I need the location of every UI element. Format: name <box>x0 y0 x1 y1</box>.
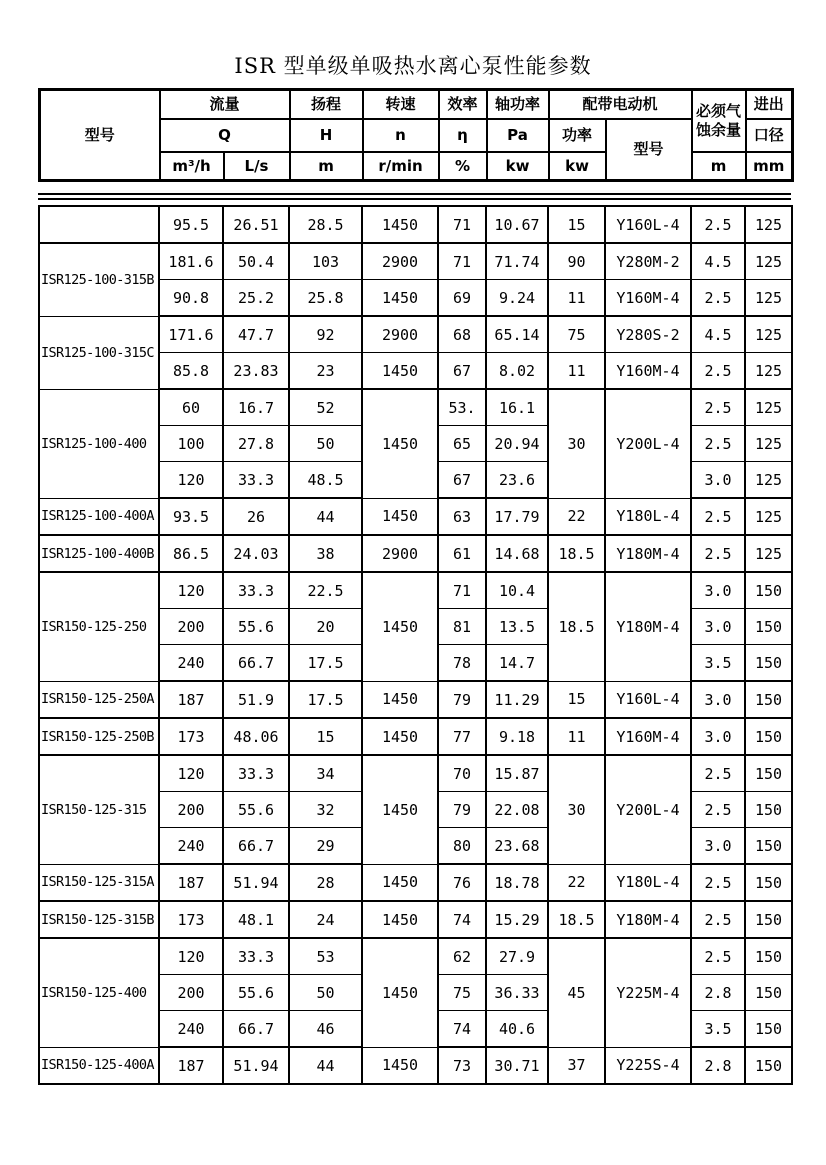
value-cell: 2900 <box>362 316 438 353</box>
value-cell: 1450 <box>362 353 438 390</box>
value-cell: 17.79 <box>486 498 548 535</box>
col-header-motor-power: 功率 <box>549 119 606 152</box>
value-cell: 17.5 <box>289 645 362 682</box>
pump-model-cell: ISR150-125-315B <box>39 901 159 938</box>
value-cell: 11.29 <box>486 681 548 718</box>
table-row <box>39 938 792 975</box>
value-cell: 40.6 <box>486 1011 548 1048</box>
value-cell: 67 <box>438 353 486 390</box>
npsh-label-line2: 蚀余量 <box>696 121 742 139</box>
value-cell: 51.9 <box>223 681 289 718</box>
value-cell: 2.5 <box>691 353 745 390</box>
value-cell: 150 <box>745 755 792 792</box>
value-cell: 73 <box>438 1047 486 1084</box>
value-cell: 63 <box>438 498 486 535</box>
npsh-label-line1: 必须气 <box>696 102 742 121</box>
value-cell: 11 <box>548 353 605 390</box>
pump-table-body <box>39 206 792 1084</box>
pump-model-cell: ISR125-100-315B <box>39 243 159 316</box>
value-cell: 1450 <box>362 1047 438 1084</box>
value-cell: 55.6 <box>223 975 289 1011</box>
value-cell: 150 <box>745 1011 792 1048</box>
value-cell: 20 <box>289 609 362 645</box>
value-cell: 45 <box>548 938 605 1047</box>
value-cell: 37 <box>548 1047 605 1084</box>
value-cell: 51.94 <box>223 1047 289 1084</box>
value-cell: 18.5 <box>548 535 605 572</box>
value-cell: 4.5 <box>691 243 745 280</box>
pump-model-cell: ISR150-125-400A <box>39 1047 159 1084</box>
unit-diameter: mm <box>746 152 793 181</box>
value-cell: 95.5 <box>159 206 223 243</box>
value-cell: 15.29 <box>486 901 548 938</box>
value-cell: 240 <box>159 645 223 682</box>
value-cell: 1450 <box>362 498 438 535</box>
value-cell: 240 <box>159 828 223 865</box>
value-cell: 50 <box>289 975 362 1011</box>
value-cell: 240 <box>159 1011 223 1048</box>
value-cell: 3.0 <box>691 572 745 609</box>
value-cell: 74 <box>438 901 486 938</box>
value-cell: 69 <box>438 280 486 317</box>
symbol-head: H <box>290 119 363 152</box>
value-cell: 28.5 <box>289 206 362 243</box>
symbol-efficiency: η <box>439 119 487 152</box>
value-cell: 125 <box>745 498 792 535</box>
value-cell: 66.7 <box>223 645 289 682</box>
value-cell: Y180M-4 <box>605 535 691 572</box>
value-cell: 25.8 <box>289 280 362 317</box>
unit-head: m <box>290 152 363 181</box>
value-cell: 150 <box>745 828 792 865</box>
value-cell: 1450 <box>362 901 438 938</box>
col-header-diameter-line1: 进出 <box>746 90 793 120</box>
value-cell: 81 <box>438 609 486 645</box>
value-cell: 16.1 <box>486 389 548 426</box>
value-cell: 93.5 <box>159 498 223 535</box>
value-cell: 24 <box>289 901 362 938</box>
value-cell: 8.02 <box>486 353 548 390</box>
value-cell: 32 <box>289 792 362 828</box>
pump-model-cell: ISR125-100-400A <box>39 498 159 535</box>
value-cell: 16.7 <box>223 389 289 426</box>
value-cell: 150 <box>745 975 792 1011</box>
value-cell: 14.7 <box>486 645 548 682</box>
value-cell: 48.06 <box>223 718 289 755</box>
table-row <box>39 535 792 572</box>
value-cell: 62 <box>438 938 486 975</box>
value-cell: 38 <box>289 535 362 572</box>
table-row <box>39 498 792 535</box>
value-cell: 2.5 <box>691 280 745 317</box>
value-cell: Y225S-4 <box>605 1047 691 1084</box>
value-cell: 1450 <box>362 572 438 681</box>
value-cell: 26.51 <box>223 206 289 243</box>
unit-efficiency: % <box>439 152 487 181</box>
value-cell: 10.4 <box>486 572 548 609</box>
col-header-flow: 流量 <box>160 90 290 120</box>
value-cell: Y180L-4 <box>605 864 691 901</box>
table-row <box>39 389 792 426</box>
value-cell: 125 <box>745 243 792 280</box>
value-cell: Y180L-4 <box>605 498 691 535</box>
value-cell: 9.24 <box>486 280 548 317</box>
value-cell: 22.5 <box>289 572 362 609</box>
table-row <box>39 243 792 280</box>
value-cell: 74 <box>438 1011 486 1048</box>
symbol-speed: n <box>363 119 439 152</box>
value-cell: 4.5 <box>691 316 745 353</box>
pump-model-cell: ISR150-125-315A <box>39 864 159 901</box>
value-cell: 150 <box>745 901 792 938</box>
value-cell: 67 <box>438 462 486 499</box>
value-cell: 1450 <box>362 681 438 718</box>
table-row <box>39 572 792 609</box>
value-cell: 33.3 <box>223 938 289 975</box>
value-cell: 65 <box>438 426 486 462</box>
pump-table <box>38 205 793 1085</box>
col-header-shaft-power: 轴功率 <box>487 90 549 120</box>
unit-shaft-power: kw <box>487 152 549 181</box>
col-header-npsh <box>692 90 746 153</box>
value-cell: 44 <box>289 1047 362 1084</box>
value-cell: 1450 <box>362 938 438 1047</box>
value-cell: 20.94 <box>486 426 548 462</box>
value-cell: 2.5 <box>691 206 745 243</box>
value-cell: 120 <box>159 572 223 609</box>
value-cell: 23 <box>289 353 362 390</box>
value-cell: 33.3 <box>223 572 289 609</box>
value-cell: 125 <box>745 206 792 243</box>
unit-flow-m3h: m³/h <box>160 152 224 181</box>
value-cell: Y160L-4 <box>605 681 691 718</box>
value-cell: 125 <box>745 280 792 317</box>
value-cell: 125 <box>745 316 792 353</box>
value-cell: 2.5 <box>691 755 745 792</box>
value-cell: 23.6 <box>486 462 548 499</box>
pump-model-cell: ISR150-125-250 <box>39 572 159 681</box>
value-cell: Y225M-4 <box>605 938 691 1047</box>
value-cell: 187 <box>159 1047 223 1084</box>
value-cell: 53. <box>438 389 486 426</box>
value-cell: 2.8 <box>691 975 745 1011</box>
value-cell: 150 <box>745 681 792 718</box>
value-cell: 10.67 <box>486 206 548 243</box>
value-cell: 71 <box>438 206 486 243</box>
value-cell: 75 <box>548 316 605 353</box>
table-row <box>39 755 792 792</box>
value-cell: 77 <box>438 718 486 755</box>
value-cell: 100 <box>159 426 223 462</box>
unit-speed: r/min <box>363 152 439 181</box>
value-cell: 150 <box>745 645 792 682</box>
value-cell: 33.3 <box>223 755 289 792</box>
value-cell: 2900 <box>362 243 438 280</box>
value-cell: 80 <box>438 828 486 865</box>
value-cell: 125 <box>745 535 792 572</box>
value-cell: 187 <box>159 864 223 901</box>
value-cell: 66.7 <box>223 1011 289 1048</box>
value-cell: 1450 <box>362 280 438 317</box>
unit-motor-power: kw <box>549 152 606 181</box>
value-cell: 125 <box>745 426 792 462</box>
value-cell: 30 <box>548 389 605 498</box>
value-cell: 28 <box>289 864 362 901</box>
value-cell: 2.5 <box>691 792 745 828</box>
symbol-shaft-power: Pa <box>487 119 549 152</box>
pump-model-cell: ISR150-125-250A <box>39 681 159 718</box>
value-cell: 150 <box>745 1047 792 1084</box>
value-cell: 26 <box>223 498 289 535</box>
value-cell: 22 <box>548 864 605 901</box>
value-cell: 71 <box>438 243 486 280</box>
value-cell: 34 <box>289 755 362 792</box>
value-cell: 17.5 <box>289 681 362 718</box>
value-cell: 51.94 <box>223 864 289 901</box>
value-cell: 125 <box>745 462 792 499</box>
value-cell: 15 <box>289 718 362 755</box>
value-cell: 150 <box>745 864 792 901</box>
value-cell: 14.68 <box>486 535 548 572</box>
value-cell: 1450 <box>362 755 438 864</box>
value-cell: 18.5 <box>548 901 605 938</box>
value-cell: 29 <box>289 828 362 865</box>
value-cell: 79 <box>438 681 486 718</box>
value-cell: Y200L-4 <box>605 755 691 864</box>
value-cell: 68 <box>438 316 486 353</box>
pump-model-cell: ISR125-100-400B <box>39 535 159 572</box>
value-cell: 150 <box>745 572 792 609</box>
value-cell: 79 <box>438 792 486 828</box>
value-cell: 125 <box>745 353 792 390</box>
value-cell: 92 <box>289 316 362 353</box>
value-cell: Y280M-2 <box>605 243 691 280</box>
pump-model-cell <box>39 206 159 243</box>
value-cell: 71.74 <box>486 243 548 280</box>
pump-model-cell: ISR150-125-400 <box>39 938 159 1047</box>
value-cell: 200 <box>159 609 223 645</box>
value-cell: 3.0 <box>691 828 745 865</box>
value-cell: 30 <box>548 755 605 864</box>
value-cell: 200 <box>159 792 223 828</box>
value-cell: Y200L-4 <box>605 389 691 498</box>
value-cell: 90.8 <box>159 280 223 317</box>
value-cell: Y160M-4 <box>605 353 691 390</box>
table-row <box>39 206 792 243</box>
value-cell: 70 <box>438 755 486 792</box>
value-cell: 61 <box>438 535 486 572</box>
value-cell: 44 <box>289 498 362 535</box>
value-cell: 1450 <box>362 206 438 243</box>
value-cell: 3.0 <box>691 609 745 645</box>
value-cell: 47.7 <box>223 316 289 353</box>
value-cell: 173 <box>159 901 223 938</box>
table-row <box>39 316 792 353</box>
value-cell: 150 <box>745 718 792 755</box>
pump-model-cell: ISR150-125-250B <box>39 718 159 755</box>
page-title: ISR 型单级单吸热水离心泵性能参数 <box>234 54 592 78</box>
value-cell: 2.5 <box>691 426 745 462</box>
table-row <box>39 1047 792 1084</box>
value-cell: 55.6 <box>223 609 289 645</box>
pump-model-cell: ISR125-100-400 <box>39 389 159 498</box>
value-cell: 2.5 <box>691 535 745 572</box>
value-cell: 2.5 <box>691 498 745 535</box>
table-row <box>39 718 792 755</box>
value-cell: 3.5 <box>691 1011 745 1048</box>
value-cell: 50.4 <box>223 243 289 280</box>
value-cell: 78 <box>438 645 486 682</box>
value-cell: 3.0 <box>691 462 745 499</box>
value-cell: 9.18 <box>486 718 548 755</box>
value-cell: 66.7 <box>223 828 289 865</box>
value-cell: 173 <box>159 718 223 755</box>
value-cell: 76 <box>438 864 486 901</box>
symbol-flow: Q <box>160 119 290 152</box>
col-header-diameter-line2: 口径 <box>746 119 793 152</box>
value-cell: 24.03 <box>223 535 289 572</box>
value-cell: 2.5 <box>691 389 745 426</box>
header-table <box>38 88 794 182</box>
value-cell: 48.5 <box>289 462 362 499</box>
value-cell: 150 <box>745 938 792 975</box>
value-cell: 13.5 <box>486 609 548 645</box>
value-cell: 23.83 <box>223 353 289 390</box>
value-cell: 181.6 <box>159 243 223 280</box>
pump-model-cell: ISR150-125-315 <box>39 755 159 864</box>
value-cell: 65.14 <box>486 316 548 353</box>
value-cell: 33.3 <box>223 462 289 499</box>
col-header-speed: 转速 <box>363 90 439 120</box>
value-cell: 3.5 <box>691 645 745 682</box>
pump-model-cell: ISR125-100-315C <box>39 316 159 389</box>
value-cell: 103 <box>289 243 362 280</box>
value-cell: 52 <box>289 389 362 426</box>
value-cell: 1450 <box>362 718 438 755</box>
value-cell: 2.5 <box>691 901 745 938</box>
value-cell: Y160L-4 <box>605 206 691 243</box>
col-header-head: 扬程 <box>290 90 363 120</box>
value-cell: 11 <box>548 280 605 317</box>
value-cell: 187 <box>159 681 223 718</box>
unit-npsh: m <box>692 152 746 181</box>
table-row <box>39 901 792 938</box>
value-cell: Y160M-4 <box>605 718 691 755</box>
value-cell: 15 <box>548 206 605 243</box>
value-cell: 27.9 <box>486 938 548 975</box>
value-cell: Y180M-4 <box>605 572 691 681</box>
value-cell: 48.1 <box>223 901 289 938</box>
value-cell: 46 <box>289 1011 362 1048</box>
value-cell: 15 <box>548 681 605 718</box>
value-cell: 60 <box>159 389 223 426</box>
col-header-motor-model: 型号 <box>606 119 692 181</box>
value-cell: 53 <box>289 938 362 975</box>
value-cell: 55.6 <box>223 792 289 828</box>
col-header-motor: 配带电动机 <box>549 90 692 120</box>
value-cell: 200 <box>159 975 223 1011</box>
value-cell: 3.0 <box>691 718 745 755</box>
value-cell: 2900 <box>362 535 438 572</box>
value-cell: 150 <box>745 792 792 828</box>
double-rule <box>38 193 791 200</box>
value-cell: 2.5 <box>691 864 745 901</box>
value-cell: Y180M-4 <box>605 901 691 938</box>
value-cell: 125 <box>745 389 792 426</box>
value-cell: 85.8 <box>159 353 223 390</box>
value-cell: 2.8 <box>691 1047 745 1084</box>
col-header-efficiency: 效率 <box>439 90 487 120</box>
value-cell: 23.68 <box>486 828 548 865</box>
value-cell: 22 <box>548 498 605 535</box>
value-cell: 120 <box>159 462 223 499</box>
value-cell: 18.5 <box>548 572 605 681</box>
value-cell: 36.33 <box>486 975 548 1011</box>
value-cell: 25.2 <box>223 280 289 317</box>
value-cell: 30.71 <box>486 1047 548 1084</box>
table-row <box>39 864 792 901</box>
col-header-model: 型号 <box>40 90 160 181</box>
value-cell: 1450 <box>362 864 438 901</box>
value-cell: 15.87 <box>486 755 548 792</box>
value-cell: 3.0 <box>691 681 745 718</box>
value-cell: 120 <box>159 938 223 975</box>
value-cell: 86.5 <box>159 535 223 572</box>
value-cell: 50 <box>289 426 362 462</box>
value-cell: Y280S-2 <box>605 316 691 353</box>
value-cell: 171.6 <box>159 316 223 353</box>
value-cell: 120 <box>159 755 223 792</box>
value-cell: 90 <box>548 243 605 280</box>
value-cell: 11 <box>548 718 605 755</box>
value-cell: Y160M-4 <box>605 280 691 317</box>
value-cell: 22.08 <box>486 792 548 828</box>
value-cell: 71 <box>438 572 486 609</box>
value-cell: 27.8 <box>223 426 289 462</box>
value-cell: 75 <box>438 975 486 1011</box>
value-cell: 18.78 <box>486 864 548 901</box>
value-cell: 1450 <box>362 389 438 498</box>
unit-flow-ls: L/s <box>224 152 290 181</box>
value-cell: 150 <box>745 609 792 645</box>
table-row <box>39 681 792 718</box>
value-cell: 2.5 <box>691 938 745 975</box>
